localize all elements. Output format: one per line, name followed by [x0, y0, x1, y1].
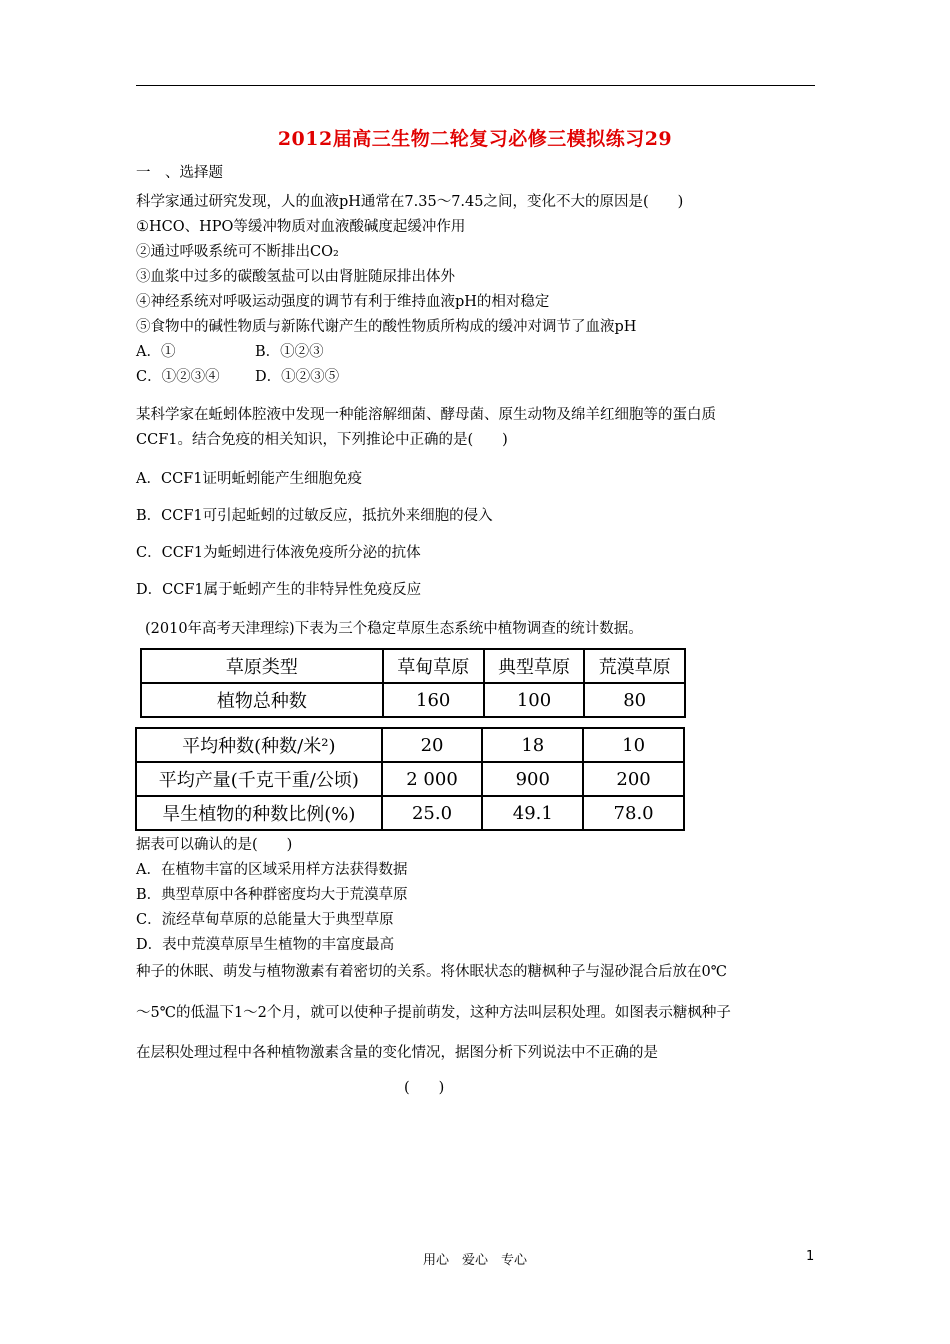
q2-option-c: C．CCF1为蚯蚓进行体液免疫所分泌的抗体 [136, 545, 421, 561]
q4-stem-line-2: ～5℃的低温下1～2个月，就可以使种子提前萌发，这种方法叫层积处理。如图表示糖枫种子 [136, 1005, 731, 1021]
q2-option-b: B．CCF1可引起蚯蚓的过敏反应，抵抗外来细胞的侵入 [136, 508, 493, 524]
q1-item: ④神经系统对呼吸运动强度的调节有利于维持血液pH的相对稳定 [136, 294, 550, 310]
q1-option-d: D．①②③⑤ [255, 369, 340, 385]
q1-stem: 科学家通过研究发现，人的血液pH通常在7.35～7.45之间，变化不大的原因是( ) [136, 194, 684, 210]
table-header-cell: 草原类型 [141, 649, 383, 683]
table-row [141, 649, 685, 683]
section-heading: 一 、选择题 [136, 165, 223, 181]
table-header-cell: 荒漠草原 [584, 649, 685, 683]
q3-option-b: B．典型草原中各种群密度均大于荒漠草原 [136, 887, 408, 903]
table-cell: 10 [583, 728, 684, 762]
table-cell: 160 [383, 683, 484, 717]
table-cell: 900 [482, 762, 583, 796]
q1-option-b: B．①②③ [255, 344, 324, 360]
table-cell: 2 000 [382, 762, 483, 796]
table-row [136, 796, 684, 830]
q1-option-a: A．① [136, 344, 176, 360]
header-rule [136, 85, 815, 86]
table-header-cell: 典型草原 [484, 649, 585, 683]
table-row-label: 旱生植物的种数比例(%) [136, 796, 382, 830]
q4-answer-blank: ( ) [404, 1080, 445, 1096]
table-row [136, 728, 684, 762]
table-header-cell: 草甸草原 [383, 649, 484, 683]
page-footer: 用心 爱心 专心 [422, 1253, 527, 1268]
page-title: 2012届高三生物二轮复习必修三模拟练习29 [277, 128, 673, 150]
table-row [136, 762, 684, 796]
grassland-table-1 [140, 648, 686, 718]
table-cell: 25.0 [382, 796, 483, 830]
table-row [141, 683, 685, 717]
table-row-label: 植物总种数 [141, 683, 383, 717]
q1-item: ②通过呼吸系统可不断排出CO₂ [136, 244, 339, 260]
table-row-label: 平均种数(种数/米²) [136, 728, 382, 762]
q3-option-a: A．在植物丰富的区域采用样方法获得数据 [136, 862, 408, 878]
q3-option-d: D．表中荒漠草原旱生植物的丰富度最高 [136, 937, 395, 953]
q1-item: ⑤食物中的碱性物质与新陈代谢产生的酸性物质所构成的缓冲对调节了血液pH [136, 319, 637, 335]
q1-option-c: C．①②③④ [136, 369, 220, 385]
table-cell: 100 [484, 683, 585, 717]
q1-item: ③血浆中过多的碳酸氢盐可以由肾脏随尿排出体外 [136, 269, 455, 285]
q3-option-c: C．流经草甸草原的总能量大于典型草原 [136, 912, 394, 928]
q2-stem-line-2: CCF1。结合免疫的相关知识，下列推论中正确的是( ) [136, 432, 508, 448]
table-cell: 200 [583, 762, 684, 796]
table-cell: 18 [482, 728, 583, 762]
q2-option-a: A．CCF1证明蚯蚓能产生细胞免疫 [136, 471, 362, 487]
table-cell: 49.1 [482, 796, 583, 830]
table-cell: 78.0 [583, 796, 684, 830]
q4-stem-line-1: 种子的休眠、萌发与植物激素有着密切的关系。将休眠状态的糖枫种子与湿砂混合后放在0℃ [136, 964, 727, 980]
table-row-label: 平均产量(千克干重/公顷) [136, 762, 382, 796]
q3-prompt: 据表可以确认的是( ) [136, 837, 293, 853]
page-number: 1 [806, 1249, 815, 1264]
q4-stem-line-3: 在层积处理过程中各种植物激素含量的变化情况，据图分析下列说法中不正确的是 [136, 1045, 658, 1061]
q1-options-row-2 [136, 367, 339, 387]
q1-item: ①HCO、HPO等缓冲物质对血液酸碱度起缓冲作用 [136, 219, 466, 235]
q2-option-d: D．CCF1属于蚯蚓产生的非特异性免疫反应 [136, 582, 422, 598]
q1-options-row-1 [136, 342, 324, 362]
q3-stem: (2010年高考天津理综)下表为三个稳定草原生态系统中植物调查的统计数据。 [145, 621, 643, 637]
table-cell: 20 [382, 728, 483, 762]
grassland-table-2 [135, 727, 685, 831]
table-cell: 80 [584, 683, 685, 717]
q2-stem-line-1: 某科学家在蚯蚓体腔液中发现一种能溶解细菌、酵母菌、原生动物及绵羊红细胞等的蛋白质 [136, 407, 716, 423]
